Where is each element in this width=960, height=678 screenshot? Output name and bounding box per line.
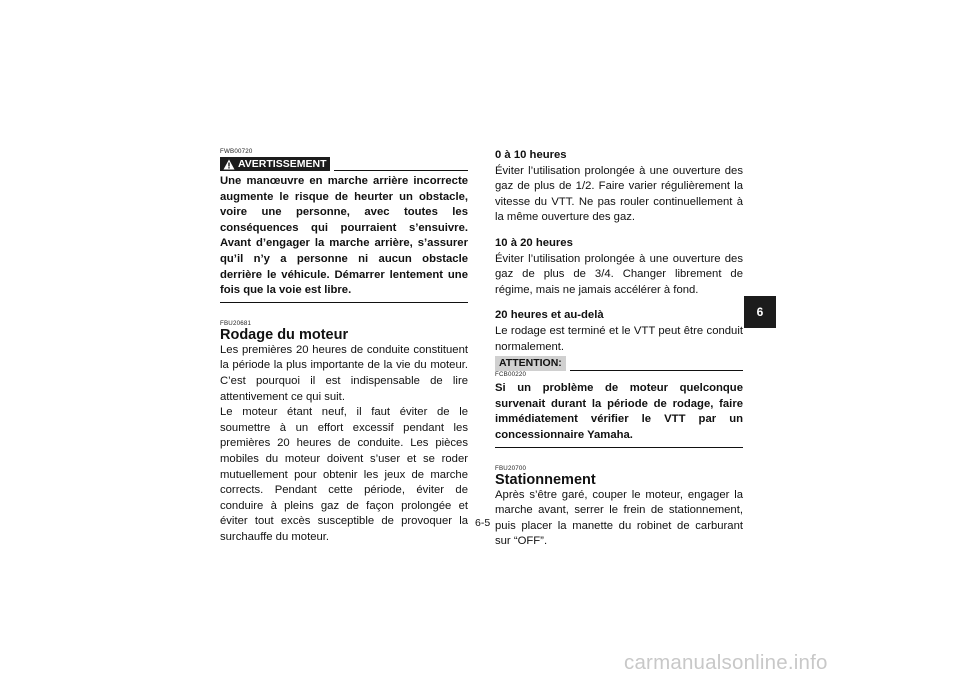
- heading-20-plus: 20 heures et au-delà: [495, 309, 604, 322]
- warning-rule: [334, 170, 468, 171]
- chapter-tab: 6: [744, 296, 776, 328]
- heading-10-20: 10 à 20 heures: [495, 236, 573, 249]
- heading-0-10: 0 à 10 heures: [495, 149, 567, 161]
- warning-label: AVERTISSEMENT: [238, 158, 327, 170]
- right-column: [495, 148, 743, 550]
- text-20-plus: Le rodage est terminé et le VTT peut être conduit normalement.: [495, 324, 743, 353]
- text-0-10: Éviter l’utilisation prolongée à une ouverture des gaz de plus de 1/2. Faire varier régulièrement la vitesse du VTT. Ne pas rouler continuellement à la même ouverture des gaz.: [495, 164, 743, 224]
- watermark: carmanualsonline.info: [624, 651, 828, 674]
- warning-text: Une manœuvre en marche arrière incorrecte augmente le risque de heurter un obstacle, voire une personne, avec toutes les conséquences qui pourraient s’ensuivre. Avant d’engager la marche arrière, s’assurer qu’il n’y a personne ni aucun obstacle derrière le véhicule. Démarrer lentement une fois que la voie est libre.: [220, 174, 468, 303]
- warning-code: FWB00720: [220, 148, 253, 155]
- warning-triangle-icon: [223, 159, 235, 170]
- text-10-20: Éviter l’utilisation prolongée à une ouverture des gaz de plus de 3/4. Changer librement de régime, mais ne jamais accélérer à fond.: [495, 252, 743, 296]
- section-code-rodage: FBU20681: [220, 319, 252, 327]
- rodage-paragraph-2: Le moteur étant neuf, il faut éviter de le soumettre à un effort excessif pendant les premières 20 heures de conduite. Les pièces mobiles du moteur doivent s’user et se roder mutuellement pour obtenir les jeux de marche corrects. Pendant cette période, éviter de conduire à pleins gaz de façon prolongée et éviter tout excès susceptible de provoquer la surchauffe du moteur.: [220, 406, 468, 543]
- attention-badge: ATTENTION:: [495, 356, 566, 371]
- attention-text: Si un problème de moteur quelconque survenait durant la période de rodage, faire immédiatement vérifier le VTT par un concessionnaire Yamaha.: [495, 381, 743, 447]
- stationnement-paragraph: Après s’être garé, couper le moteur, engager la marche avant, serrer le frein de stationnement, puis placer la manette du robinet de carburant sur “OFF”.: [495, 488, 743, 548]
- rodage-paragraph-1: Les premières 20 heures de conduite constituent la période la plus importante de la vie du moteur. C’est pourquoi il est indispensable de lire attentivement ce qui suit.: [220, 343, 468, 403]
- section-title-stationnement: Stationnement: [495, 471, 596, 488]
- attention-code: FCB00220: [495, 371, 527, 379]
- warning-badge: [220, 157, 330, 171]
- section-title-rodage: Rodage du moteur: [220, 326, 349, 343]
- attention-header: [495, 356, 743, 371]
- page-number: 6-5: [475, 517, 491, 529]
- warning-header: [220, 157, 468, 171]
- left-column: [220, 148, 468, 545]
- section-code-stationnement: FBU20700: [495, 464, 527, 472]
- attention-rule: [570, 370, 743, 371]
